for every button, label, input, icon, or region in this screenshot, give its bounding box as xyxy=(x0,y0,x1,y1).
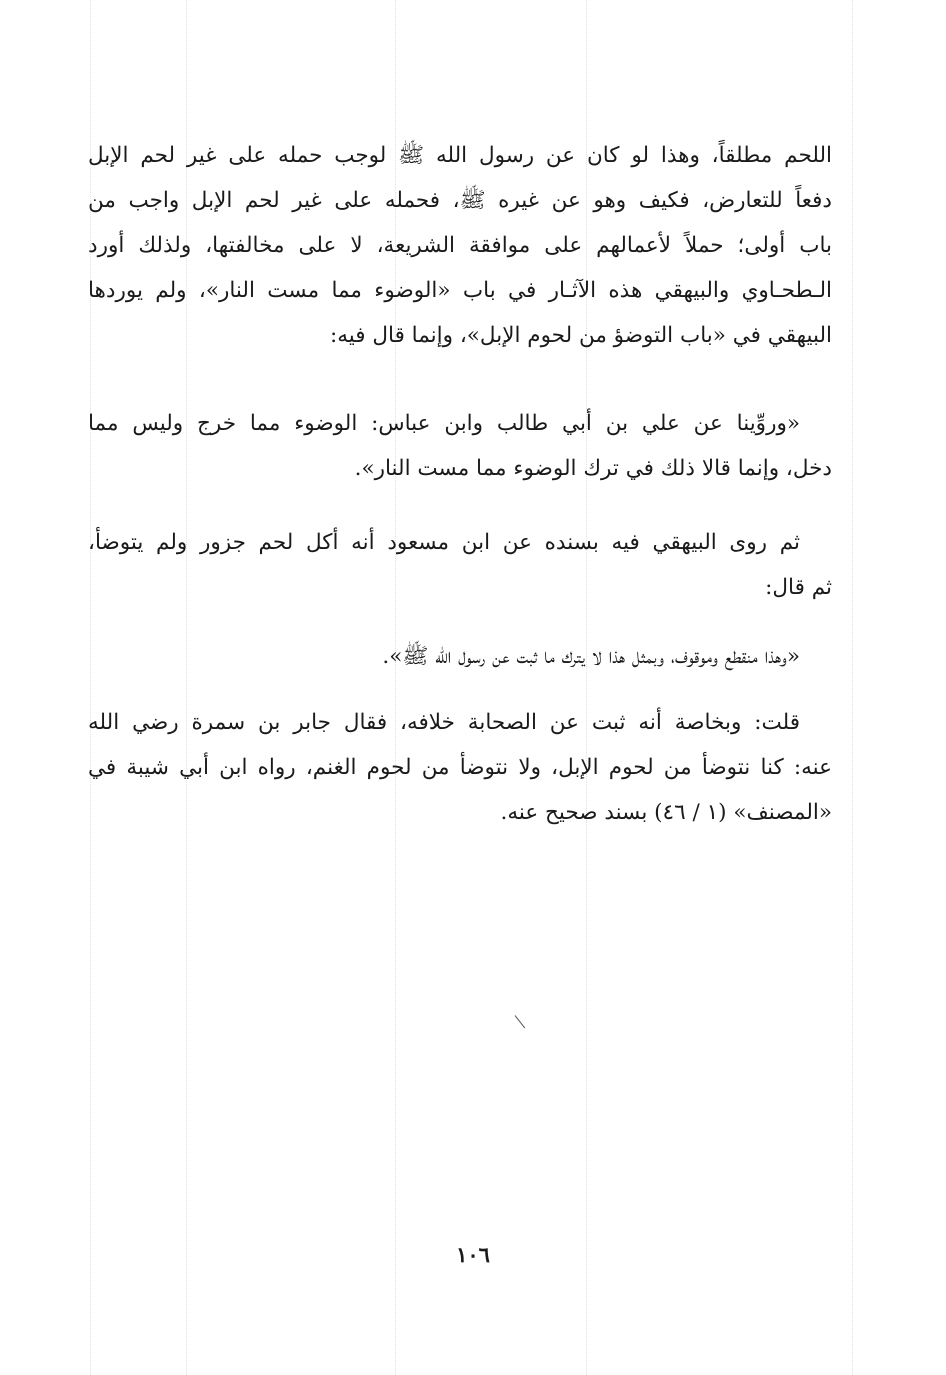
text-line: عنه: كنا نتوضأ من لحوم الإبل، ولا نتوضأ من لحوم الغنم، رواه ابن أبي شيبة في xyxy=(88,755,832,780)
paragraph-2 xyxy=(88,520,832,610)
paragraph-1 xyxy=(88,133,832,358)
scan-artifact-mark xyxy=(515,1015,526,1028)
text-line: دفعاً للتعارض، فكيف وهو عن غيره ﷺ، فحمله على غير لحم الإبل واجب من xyxy=(88,188,832,213)
text-line: الـطحـاوي والبيهقي هذه الآثـار في باب «الوضوء مما مست النار»، ولم يوردها xyxy=(88,278,832,303)
text-line: «المصنف» (١ / ٤٦) بسند صحيح عنه. xyxy=(500,800,832,825)
text-line: «وروِّينا عن علي بن أبي طالب وابن عباس: الوضوء مما خرج وليس مما xyxy=(88,411,800,436)
quote-paragraph-2 xyxy=(88,634,832,679)
paragraph-3 xyxy=(88,700,832,835)
page-number: ١٠٦ xyxy=(456,1242,490,1267)
scan-artifact-line xyxy=(852,0,853,1375)
quote-paragraph-1 xyxy=(88,401,832,491)
text-line: باب أولى؛ حملاً لأعمالهم على موافقة الشريعة، لا على مخالفتها، ولذلك أورد xyxy=(88,233,832,258)
text-line: دخل، وإنما قالا ذلك في ترك الوضوء مما مست النار». xyxy=(354,456,832,481)
text-line: قلت: وبخاصة أنه ثبت عن الصحابة خلافه، فقال جابر بن سمرة رضي الله xyxy=(88,710,800,735)
text-line: اللحم مطلقاً، وهذا لو كان عن رسول الله ﷺ لوجب حمله على غير لحم الإبل xyxy=(88,143,832,168)
text-line: «وهذا منقطع وموقوف، وبمثل هذا لا يترك ما ثبت عن رسول الله ﷺ». xyxy=(382,644,800,669)
text-line: ثم قال: xyxy=(765,575,832,600)
text-line: ثم روى البيهقي فيه بسنده عن ابن مسعود أنه أكل لحم جزور ولم يتوضأ، xyxy=(88,530,800,555)
text-line: البيهقي في «باب التوضؤ من لحوم الإبل»، وإنما قال فيه: xyxy=(330,323,832,348)
